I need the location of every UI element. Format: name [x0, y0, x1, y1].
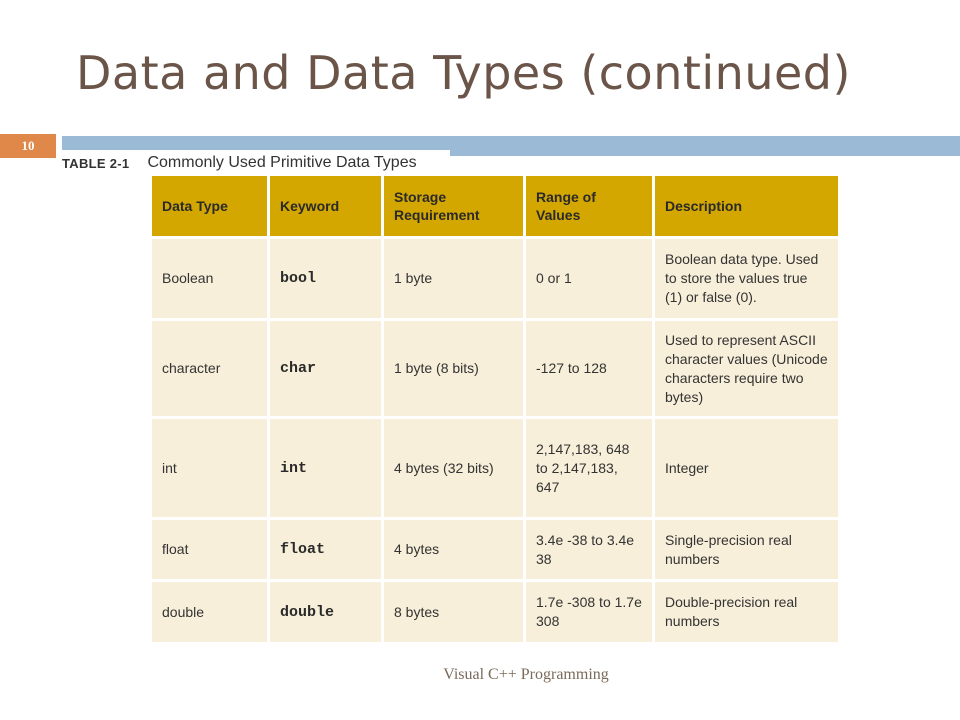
cell-data-type: double [152, 582, 267, 642]
cell-data-type: Boolean [152, 239, 267, 318]
table-caption-text: Commonly Used Primitive Data Types [147, 154, 417, 171]
cell-storage: 1 byte [384, 239, 523, 318]
slide-footer [0, 666, 960, 684]
header-range: Range of Values [526, 176, 652, 236]
cell-storage: 1 byte (8 bits) [384, 321, 523, 416]
cell-keyword: double [270, 582, 381, 642]
cell-keyword: bool [270, 239, 381, 318]
header-storage: Storage Requirement [384, 176, 523, 236]
cell-keyword: char [270, 321, 381, 416]
cell-keyword: int [270, 419, 381, 517]
cell-description: Double-precision real numbers [655, 582, 838, 642]
cell-description: Single-precision real numbers [655, 520, 838, 579]
slide-title: Data and Data Types (continued) [76, 46, 851, 100]
cell-range: -127 to 128 [526, 321, 652, 416]
cell-storage: 4 bytes [384, 520, 523, 579]
cell-range: 2,147,183, 648 to 2,147,183, 647 [526, 419, 652, 517]
page-number-badge: 10 [0, 134, 56, 158]
cell-range: 0 or 1 [526, 239, 652, 318]
cell-data-type: character [152, 321, 267, 416]
header-data-type: Data Type [152, 176, 267, 236]
cell-description: Used to represent ASCII character values (Unicode characters require two bytes) [655, 321, 838, 416]
cell-storage: 4 bytes (32 bits) [384, 419, 523, 517]
cell-data-type: int [152, 419, 267, 517]
header-keyword: Keyword [270, 176, 381, 236]
cell-range: 3.4e -38 to 3.4e 38 [526, 520, 652, 579]
cell-storage: 8 bytes [384, 582, 523, 642]
table-caption [56, 150, 450, 176]
cell-range: 1.7e -308 to 1.7e 308 [526, 582, 652, 642]
cell-keyword: float [270, 520, 381, 579]
cell-data-type: float [152, 520, 267, 579]
cell-description: Integer [655, 419, 838, 517]
table-caption-id: TABLE 2-1 [62, 155, 130, 171]
cell-description: Boolean data type. Used to store the values true (1) or false (0). [655, 239, 838, 318]
header-description: Description [655, 176, 838, 236]
footer-text: Visual C++ Programming [443, 666, 609, 683]
data-types-table [152, 176, 830, 642]
